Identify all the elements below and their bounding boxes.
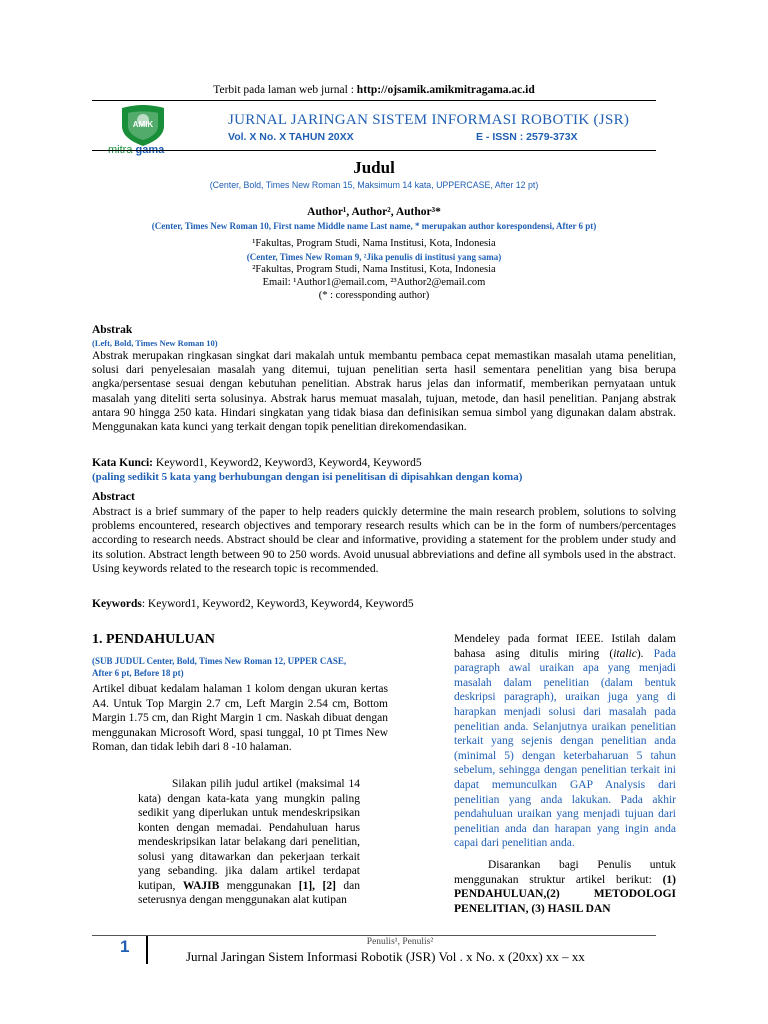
- logo-brand-b: gama: [135, 144, 165, 156]
- published-url[interactable]: http://ojsamik.amikmitragama.ac.id: [356, 84, 535, 96]
- footer-authors: Penulis¹, Penulis²: [366, 937, 434, 947]
- right-text-a: Mendeley pada format IEEE. Istilah dalam bahasa asing ditulis miring (: [454, 633, 676, 660]
- footer-citation: Jurnal Jaringan Sistem Informasi Robotik (JSR) Vol . x No. x (20xx) xx – xx: [186, 949, 585, 964]
- footer-rule: [92, 935, 656, 936]
- kata-kunci-line: [92, 457, 422, 469]
- abstrak-body: Abstrak merupakan ringkasan singkat dari makalah untuk membantu pembaca cepat memastikan masalah utama penelitian, solusi dari penyelesaian masalah yang ditemui, tujuan penelitian serta hasil sementara penelitian yang bisa berupa angka/persentase sesuai dengan kebutuhan penelitian. Abstrak harus jelas dan informatif, memberikan pernyataan untuk masalah yang diteliti serta solusinya. Abstrak harus memuat masalah, tujuan, metode, dan hasil penelitian. Panjang abstrak antara 90 hingga 250 kata. Hindari singkatan yang tidak biasa dan definisikan semua simbol yang digunakan dalam abstrak. Menggunakan kata kunci yang terkait dengan topik penelitian direkomendasikan.: [92, 350, 676, 434]
- affiliation-1: ¹Fakultas, Program Studi, Nama Institusi, Kota, Indonesia: [252, 238, 496, 249]
- keywords-label: Keywords: [92, 598, 142, 610]
- right-para2-text: Disarankan bagi Penulis untuk menggunakan struktur artikel berikut:: [454, 859, 676, 886]
- right-para2-structure: (1) PENDAHULUAN,(2) METODOLOGI PENELITIAN, (3) HASIL DAN: [454, 873, 676, 915]
- para2-citations: [1], [2]: [298, 879, 336, 892]
- keywords-line: [92, 598, 414, 610]
- abstrak-format-note: (Left, Bold, Times New Roman 10): [92, 338, 218, 348]
- kata-kunci-format-note: (paling sedikit 5 kata yang berhubungan dengan isi penelitisan di dipisahkan dengan koma): [92, 471, 523, 483]
- section-format-note: (SUB JUDUL Center, Bold, Times New Roman 12, UPPER CASE, After 6 pt, Before 18 pt): [92, 656, 347, 678]
- journal-title: JURNAL JARINGAN SISTEM INFORMASI ROBOTIK (JSR): [228, 112, 630, 128]
- logo-brand-a: mitra: [108, 144, 133, 156]
- author-format-note: (Center, Times New Roman 10, First name Middle name Last name, * merupakan author korespondensi, After 6 pt): [151, 221, 597, 231]
- footer-page-number: 1: [120, 937, 130, 956]
- affiliation-format-note: (Center, Times New Roman 9, ²Jika penulis di institusi yang sama): [246, 252, 502, 262]
- logo-amik-text: AMIK: [132, 120, 154, 129]
- section-paragraph-2: [138, 777, 360, 908]
- abstract-heading: Abstract: [92, 491, 135, 503]
- corresponding-note: (* : coressponding author): [318, 290, 430, 301]
- keywords-values: : Keyword1, Keyword2, Keyword3, Keyword4, Keyword5: [141, 598, 414, 610]
- header-rule-bottom: [92, 150, 656, 151]
- title-format-note: (Center, Bold, Times New Roman 15, Maksimum 14 kata, UPPERCASE, After 12 pt): [209, 180, 539, 190]
- right-text-guidance: Pada paragraph awal uraikan apa yang menjadi masalah dalam penelitian (dalam bentuk deskripsi paragraph), uraikan juga yang di harapkan menjadi solusi dari masalah pada penelitian anda. Selanjutnya uraikan penelitian terkait yang sejenis dengan penelitian anda (minimal 5) dengan keterbaharuan 5 tahun sebelum, sehingga dengan penelitian terkait ini dapat memunculkan GAP Analysis dari penelitian yang anda lakukan. Pada akhir pendahuluan uraikan yang menjadi tujuan dari penelitian anda dan harapan yang ingin anda capai dari penelitian anda.: [454, 647, 676, 850]
- right-text-b: ).: [636, 647, 654, 660]
- journal-volume: Vol. X No. X TAHUN 20XX: [228, 131, 354, 143]
- paper-title: Judul: [353, 158, 395, 177]
- section-heading: 1. PENDAHULUAN: [92, 632, 215, 647]
- abstract-body: Abstract is a brief summary of the paper to help readers quickly determine the main research problem, solutions to solving problems encountered, research objectives and temporary research results which can be in the form of numbers/percentages according to research needs. Abstract should be clear and informative, providing a statement for the problem under study and its solution. Abstract length between 90 to 250 words. Avoid unusual abbreviations and define all symbols used in the abstract. Using keywords related to the research topic is recommended.: [92, 506, 676, 575]
- author-line: Author¹, Author², Author³*: [307, 206, 441, 218]
- kata-kunci-label: Kata Kunci:: [92, 457, 154, 469]
- kata-kunci-values: Keyword1, Keyword2, Keyword3, Keyword4, Keyword5: [153, 457, 422, 469]
- author-email: Email: ¹Author1@email.com, ²³Author2@email.com: [262, 277, 486, 288]
- footer-divider: [146, 936, 148, 964]
- para2-text-e: dan seterusnya dengan menggunakan alat kutipan: [138, 879, 360, 906]
- para2-text-c: menggunakan: [219, 879, 299, 892]
- header-rule-top: [92, 100, 656, 101]
- affiliation-2: ²Fakultas, Program Studi, Nama Institusi, Kota, Indonesia: [252, 264, 496, 275]
- right-column-paragraph-1: [454, 632, 676, 851]
- journal-issn: E - ISSN : 2579-373X: [476, 131, 578, 143]
- section-paragraph-1: Artikel dibuat kedalam halaman 1 kolom dengan ukuran kertas A4. Untuk Top Margin 2.7 cm, Left Margin 2.54 cm, Bottom Margin 1.75 cm, dan Right Margin 1 cm. Naskah dibuat dengan menggunakan Microsoft Word, spasi tunggal, 10 pt Times New Roman, dan tidak lebih dari 8 -10 halaman.: [92, 683, 388, 753]
- right-column-paragraph-2: [454, 858, 676, 916]
- right-text-italic: italic: [613, 647, 637, 660]
- abstrak-heading: Abstrak: [92, 324, 133, 336]
- para2-text-a: Silakan pilih judul artikel (maksimal 14 kata) dengan kata-kata yang mungkin paling sedikit yang diperlukan untuk mendeskripsikan konten dengan memadai. Pendahuluan harus mendeskripsikan latar belakang dari penelitian, solusi yang ditawarkan dan pekerjaan terkait yang sebanding. jika dalam artikel terdapat kutipan,: [138, 778, 360, 892]
- published-url-line: [92, 84, 656, 96]
- para2-wajib: WAJIB: [182, 879, 220, 892]
- published-prefix: Terbit pada laman web jurnal :: [213, 84, 357, 96]
